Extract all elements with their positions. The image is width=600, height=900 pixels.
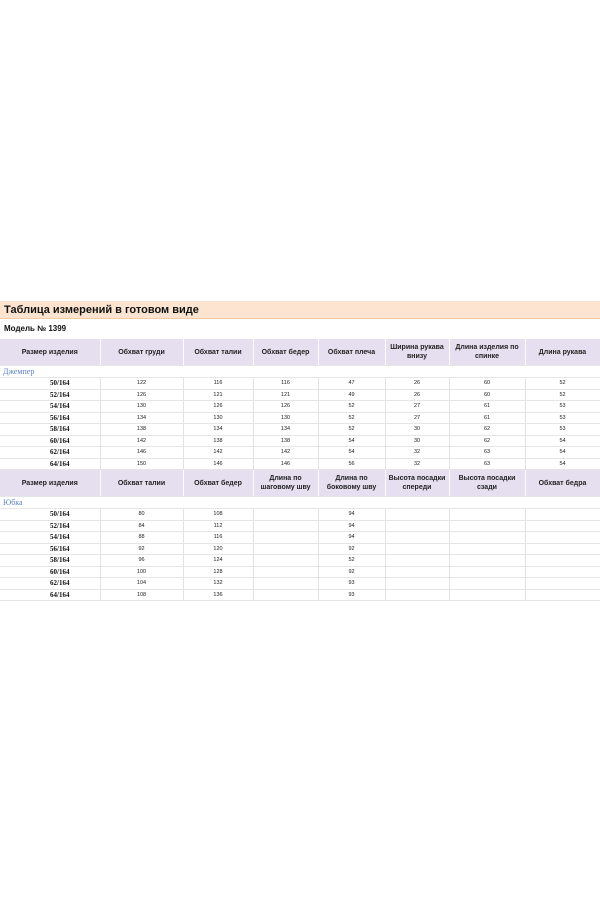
value-cell: 53 bbox=[525, 401, 600, 413]
table-row bbox=[0, 566, 600, 578]
value-cell bbox=[253, 520, 318, 532]
header-cell: Высота посадки спереди bbox=[385, 470, 449, 497]
value-cell: 142 bbox=[253, 447, 318, 459]
value-cell bbox=[253, 532, 318, 544]
header-cell: Длина изделия по спинке bbox=[449, 339, 525, 366]
value-cell: 122 bbox=[100, 378, 183, 390]
value-cell: 116 bbox=[183, 532, 253, 544]
table-row bbox=[0, 543, 600, 555]
size-cell: 54/164 bbox=[0, 401, 100, 413]
table-row bbox=[0, 555, 600, 567]
table-row bbox=[0, 435, 600, 447]
value-cell bbox=[385, 589, 449, 601]
header-cell: Обхват бедра bbox=[525, 470, 600, 497]
value-cell bbox=[449, 509, 525, 521]
value-cell: 26 bbox=[385, 378, 449, 390]
value-cell: 32 bbox=[385, 447, 449, 459]
size-cell: 56/164 bbox=[0, 543, 100, 555]
value-cell: 93 bbox=[318, 578, 385, 590]
value-cell: 136 bbox=[183, 589, 253, 601]
value-cell: 27 bbox=[385, 401, 449, 413]
value-cell: 116 bbox=[253, 378, 318, 390]
value-cell bbox=[253, 555, 318, 567]
table-row bbox=[0, 520, 600, 532]
value-cell: 30 bbox=[385, 435, 449, 447]
table-row bbox=[0, 378, 600, 390]
header-cell: Длина рукава bbox=[525, 339, 600, 366]
skirt-section bbox=[0, 470, 600, 601]
value-cell: 128 bbox=[183, 566, 253, 578]
table-row bbox=[0, 578, 600, 590]
value-cell: 138 bbox=[183, 435, 253, 447]
value-cell bbox=[449, 520, 525, 532]
table-row bbox=[0, 424, 600, 436]
jumper-section bbox=[0, 339, 600, 470]
header-cell: Высота посадки сзади bbox=[449, 470, 525, 497]
header-cell: Длина по шаговому шву bbox=[253, 470, 318, 497]
size-cell: 50/164 bbox=[0, 509, 100, 521]
skirt-section-row bbox=[0, 497, 600, 509]
value-cell bbox=[525, 543, 600, 555]
value-cell: 54 bbox=[318, 447, 385, 459]
value-cell: 26 bbox=[385, 389, 449, 401]
size-cell: 62/164 bbox=[0, 447, 100, 459]
value-cell bbox=[385, 543, 449, 555]
value-cell: 52 bbox=[318, 412, 385, 424]
value-cell bbox=[385, 555, 449, 567]
header-cell: Длина по боковому шву bbox=[318, 470, 385, 497]
size-cell: 62/164 bbox=[0, 578, 100, 590]
size-cell: 64/164 bbox=[0, 589, 100, 601]
table-row bbox=[0, 589, 600, 601]
value-cell: 52 bbox=[525, 389, 600, 401]
value-cell: 54 bbox=[525, 458, 600, 470]
value-cell: 146 bbox=[253, 458, 318, 470]
size-cell: 58/164 bbox=[0, 555, 100, 567]
value-cell: 130 bbox=[100, 401, 183, 413]
value-cell: 63 bbox=[449, 447, 525, 459]
value-cell: 104 bbox=[100, 578, 183, 590]
value-cell bbox=[385, 532, 449, 544]
header-cell: Обхват груди bbox=[100, 339, 183, 366]
value-cell: 60 bbox=[449, 389, 525, 401]
section-label-skirt: Юбка bbox=[0, 497, 600, 509]
measurement-sheet bbox=[0, 301, 600, 601]
value-cell: 80 bbox=[100, 509, 183, 521]
value-cell: 92 bbox=[318, 543, 385, 555]
value-cell bbox=[253, 589, 318, 601]
size-cell: 60/164 bbox=[0, 435, 100, 447]
table-row bbox=[0, 458, 600, 470]
value-cell: 126 bbox=[183, 401, 253, 413]
value-cell: 126 bbox=[253, 401, 318, 413]
size-cell: 54/164 bbox=[0, 532, 100, 544]
value-cell: 108 bbox=[100, 589, 183, 601]
value-cell: 52 bbox=[525, 378, 600, 390]
value-cell: 116 bbox=[183, 378, 253, 390]
jumper-header-row bbox=[0, 339, 600, 366]
value-cell: 61 bbox=[449, 412, 525, 424]
table-row bbox=[0, 509, 600, 521]
value-cell bbox=[525, 520, 600, 532]
value-cell: 130 bbox=[183, 412, 253, 424]
size-cell: 58/164 bbox=[0, 424, 100, 436]
table-row bbox=[0, 389, 600, 401]
value-cell: 134 bbox=[253, 424, 318, 436]
value-cell: 60 bbox=[449, 378, 525, 390]
value-cell: 120 bbox=[183, 543, 253, 555]
size-cell: 52/164 bbox=[0, 520, 100, 532]
value-cell: 53 bbox=[525, 412, 600, 424]
value-cell: 30 bbox=[385, 424, 449, 436]
value-cell: 27 bbox=[385, 412, 449, 424]
value-cell bbox=[449, 543, 525, 555]
value-cell: 56 bbox=[318, 458, 385, 470]
value-cell: 94 bbox=[318, 509, 385, 521]
value-cell: 92 bbox=[100, 543, 183, 555]
value-cell: 142 bbox=[183, 447, 253, 459]
value-cell: 52 bbox=[318, 555, 385, 567]
value-cell: 32 bbox=[385, 458, 449, 470]
header-cell: Размер изделия bbox=[0, 339, 100, 366]
value-cell: 138 bbox=[253, 435, 318, 447]
value-cell bbox=[449, 532, 525, 544]
value-cell: 54 bbox=[525, 435, 600, 447]
value-cell: 130 bbox=[253, 412, 318, 424]
value-cell: 100 bbox=[100, 566, 183, 578]
value-cell bbox=[253, 543, 318, 555]
value-cell bbox=[525, 555, 600, 567]
value-cell: 63 bbox=[449, 458, 525, 470]
value-cell: 96 bbox=[100, 555, 183, 567]
value-cell: 150 bbox=[100, 458, 183, 470]
value-cell: 134 bbox=[183, 424, 253, 436]
value-cell bbox=[449, 578, 525, 590]
section-label-jumper: Джемпер bbox=[0, 366, 600, 378]
table-row bbox=[0, 447, 600, 459]
value-cell bbox=[525, 578, 600, 590]
skirt-header-row bbox=[0, 470, 600, 497]
value-cell: 121 bbox=[253, 389, 318, 401]
value-cell bbox=[253, 566, 318, 578]
value-cell: 124 bbox=[183, 555, 253, 567]
header-cell: Обхват плеча bbox=[318, 339, 385, 366]
value-cell: 132 bbox=[183, 578, 253, 590]
value-cell: 84 bbox=[100, 520, 183, 532]
value-cell bbox=[449, 566, 525, 578]
value-cell: 61 bbox=[449, 401, 525, 413]
value-cell bbox=[385, 509, 449, 521]
value-cell: 146 bbox=[100, 447, 183, 459]
value-cell: 92 bbox=[318, 566, 385, 578]
value-cell: 62 bbox=[449, 435, 525, 447]
value-cell: 138 bbox=[100, 424, 183, 436]
value-cell: 112 bbox=[183, 520, 253, 532]
value-cell: 52 bbox=[318, 401, 385, 413]
value-cell: 94 bbox=[318, 520, 385, 532]
value-cell: 93 bbox=[318, 589, 385, 601]
value-cell: 146 bbox=[183, 458, 253, 470]
value-cell bbox=[253, 578, 318, 590]
header-cell: Обхват бедер bbox=[253, 339, 318, 366]
value-cell bbox=[449, 589, 525, 601]
value-cell: 94 bbox=[318, 532, 385, 544]
value-cell: 121 bbox=[183, 389, 253, 401]
value-cell bbox=[525, 589, 600, 601]
header-cell: Ширина рукава внизу bbox=[385, 339, 449, 366]
value-cell bbox=[385, 520, 449, 532]
size-cell: 52/164 bbox=[0, 389, 100, 401]
value-cell: 52 bbox=[318, 424, 385, 436]
size-cell: 60/164 bbox=[0, 566, 100, 578]
value-cell bbox=[449, 555, 525, 567]
model-number: Модель № 1399 bbox=[4, 324, 67, 333]
value-cell bbox=[525, 532, 600, 544]
value-cell: 62 bbox=[449, 424, 525, 436]
size-cell: 50/164 bbox=[0, 378, 100, 390]
value-cell: 53 bbox=[525, 424, 600, 436]
value-cell bbox=[525, 509, 600, 521]
size-cell: 56/164 bbox=[0, 412, 100, 424]
value-cell: 108 bbox=[183, 509, 253, 521]
measurements-table bbox=[0, 339, 600, 601]
value-cell: 47 bbox=[318, 378, 385, 390]
value-cell bbox=[253, 509, 318, 521]
header-cell: Обхват талии bbox=[100, 470, 183, 497]
header-cell: Размер изделия bbox=[0, 470, 100, 497]
value-cell: 54 bbox=[318, 435, 385, 447]
header-cell: Обхват бедер bbox=[183, 470, 253, 497]
value-cell: 54 bbox=[525, 447, 600, 459]
value-cell bbox=[385, 578, 449, 590]
size-cell: 64/164 bbox=[0, 458, 100, 470]
table-row bbox=[0, 532, 600, 544]
value-cell: 134 bbox=[100, 412, 183, 424]
header-cell: Обхват талии bbox=[183, 339, 253, 366]
table-row bbox=[0, 401, 600, 413]
value-cell: 49 bbox=[318, 389, 385, 401]
value-cell bbox=[385, 566, 449, 578]
value-cell bbox=[525, 566, 600, 578]
table-row bbox=[0, 412, 600, 424]
value-cell: 142 bbox=[100, 435, 183, 447]
value-cell: 126 bbox=[100, 389, 183, 401]
jumper-section-row bbox=[0, 366, 600, 378]
table-title: Таблица измерений в готовом виде bbox=[0, 301, 600, 319]
value-cell: 88 bbox=[100, 532, 183, 544]
